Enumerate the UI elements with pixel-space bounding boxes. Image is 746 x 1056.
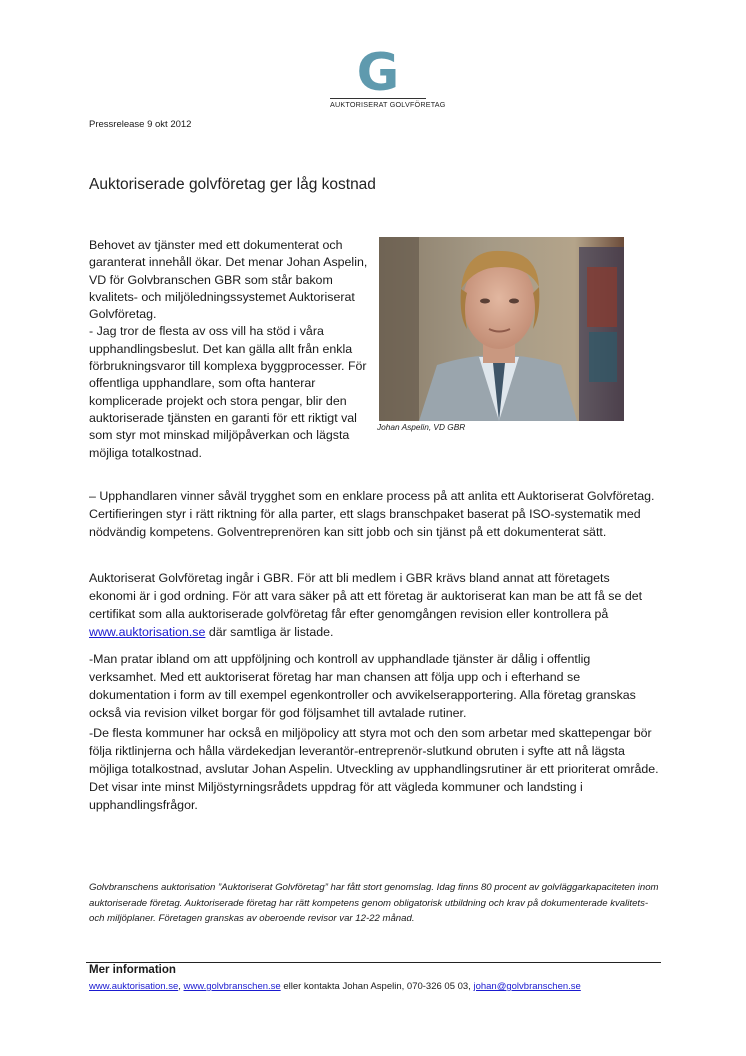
body-paragraph-4: -De flesta kommuner har också en miljöpolicy att styra mot och den som arbetar med skattepengar bör följa riktlinjerna och hålla värdekedjan leverantör-entreprenör-slutkund obruten i syfte att nå lägsta möjliga totalkostnad, avslutar Johan Aspelin. Utveckling av upphandlingsrutiner är ett prioriterat område. Det visar inte minst Miljöstyrningsrådets uppdrag för att vägleda kommuner och landsting i upphandlingsfrågor. xyxy=(89,726,659,812)
headline: Auktoriserade golvföretag ger låg kostnad xyxy=(89,176,376,193)
contact-line xyxy=(89,981,581,992)
intro-paragraph-2: - Jag tror de flesta av oss vill ha stöd i våra upphandlingsbeslut. Det kan gälla allt från enkla förbrukningsvaror till komplexa byggprocesser. För offentliga upphandlare, som ofta hanterar komplicerade projekt och stora pengar, blir den auktoriserade tjänsten en garanti för ett riktigt val som styr mot minskad miljöpåverkan och lägsta möjliga totalkostnad. xyxy=(89,324,367,460)
auktorisation-link[interactable]: www.auktorisation.se xyxy=(89,625,206,639)
body-paragraph-1: – Upphandlaren vinner såväl trygghet som en enklare process på att anlita ett Auktoriserat Golvföretag. Certifieringen styr i rätt riktning för alla parter, ett slags branschpaket baserat på ISO-systematik med nödvändig kompetens. Golventreprenören kan sitt jobb och sin tjänst på ett dokumenterat sätt. xyxy=(89,489,655,539)
intro-paragraph-1: Behovet av tjänster med ett dokumenterat och garanterat innehåll ökar. Det menar Johan Aspelin, VD för Golvbranschen GBR som står bakom kvalitets- och miljöledningssystemet Auktoriserat Golvföretag. xyxy=(89,238,368,322)
photo-caption: Johan Aspelin, VD GBR xyxy=(377,422,466,432)
email-link[interactable]: johan@golvbranschen.se xyxy=(473,981,581,992)
body-paragraph-2-end: där samtliga är listade. xyxy=(205,625,334,639)
body-paragraph-2 xyxy=(89,569,659,641)
contact-text: eller kontakta Johan Aspelin, 070-326 05 03, xyxy=(280,981,474,992)
auktorisation-contact-link[interactable]: www.auktorisation.se xyxy=(89,981,179,992)
company-logo xyxy=(330,43,446,109)
intro-text xyxy=(89,237,374,462)
contact-separator: , xyxy=(178,981,184,992)
press-release-date: Pressrelease 9 okt 2012 xyxy=(89,119,192,130)
golvbranschen-link[interactable]: www.golvbranschen.se xyxy=(183,981,281,992)
logo-text: AUKTORISERAT GOLVFÖRETAG xyxy=(330,100,446,109)
logo-letter: G xyxy=(356,43,400,103)
divider xyxy=(86,962,661,963)
footnote: Golvbranschens auktorisation ”Auktoriserat Golvföretag” har fått stort genomslag. Idag finns 80 procent av golvläggarkapaciteten inom auktoriserade företag. Auktoriserade företag har rätt kompetens genom obligatorisk utbildning och krav på dokumenterade kvalitets- och miljöplaner. Företagen granskas av oberoende revisor var 12-22 månad. xyxy=(89,882,659,924)
portrait-photo xyxy=(379,237,624,421)
body-paragraph-3: -Man pratar ibland om att uppföljning och kontroll av upphandlade tjänster är dålig i offentlig verksamhet. Med ett auktoriserat företag har man chansen att följa upp och i efterhand se dokumentation i form av till exempel egenkontroller och avvikelserapportering. Alla företag granskas också via revision vilket borgar för god följsamhet till avtalade rutiner. xyxy=(89,652,636,720)
more-info-title: Mer information xyxy=(89,964,176,976)
body-paragraph-2-text: Auktoriserat Golvföretag ingår i GBR. För att bli medlem i GBR krävs bland annat att företagets ekonomi är i god ordning. För att vara säker på att ett företag är auktoriserat kan man be att få se det certifikat som alla auktoriserade golvföretag får efter genomgången revision eller kontrollera på xyxy=(89,571,643,621)
